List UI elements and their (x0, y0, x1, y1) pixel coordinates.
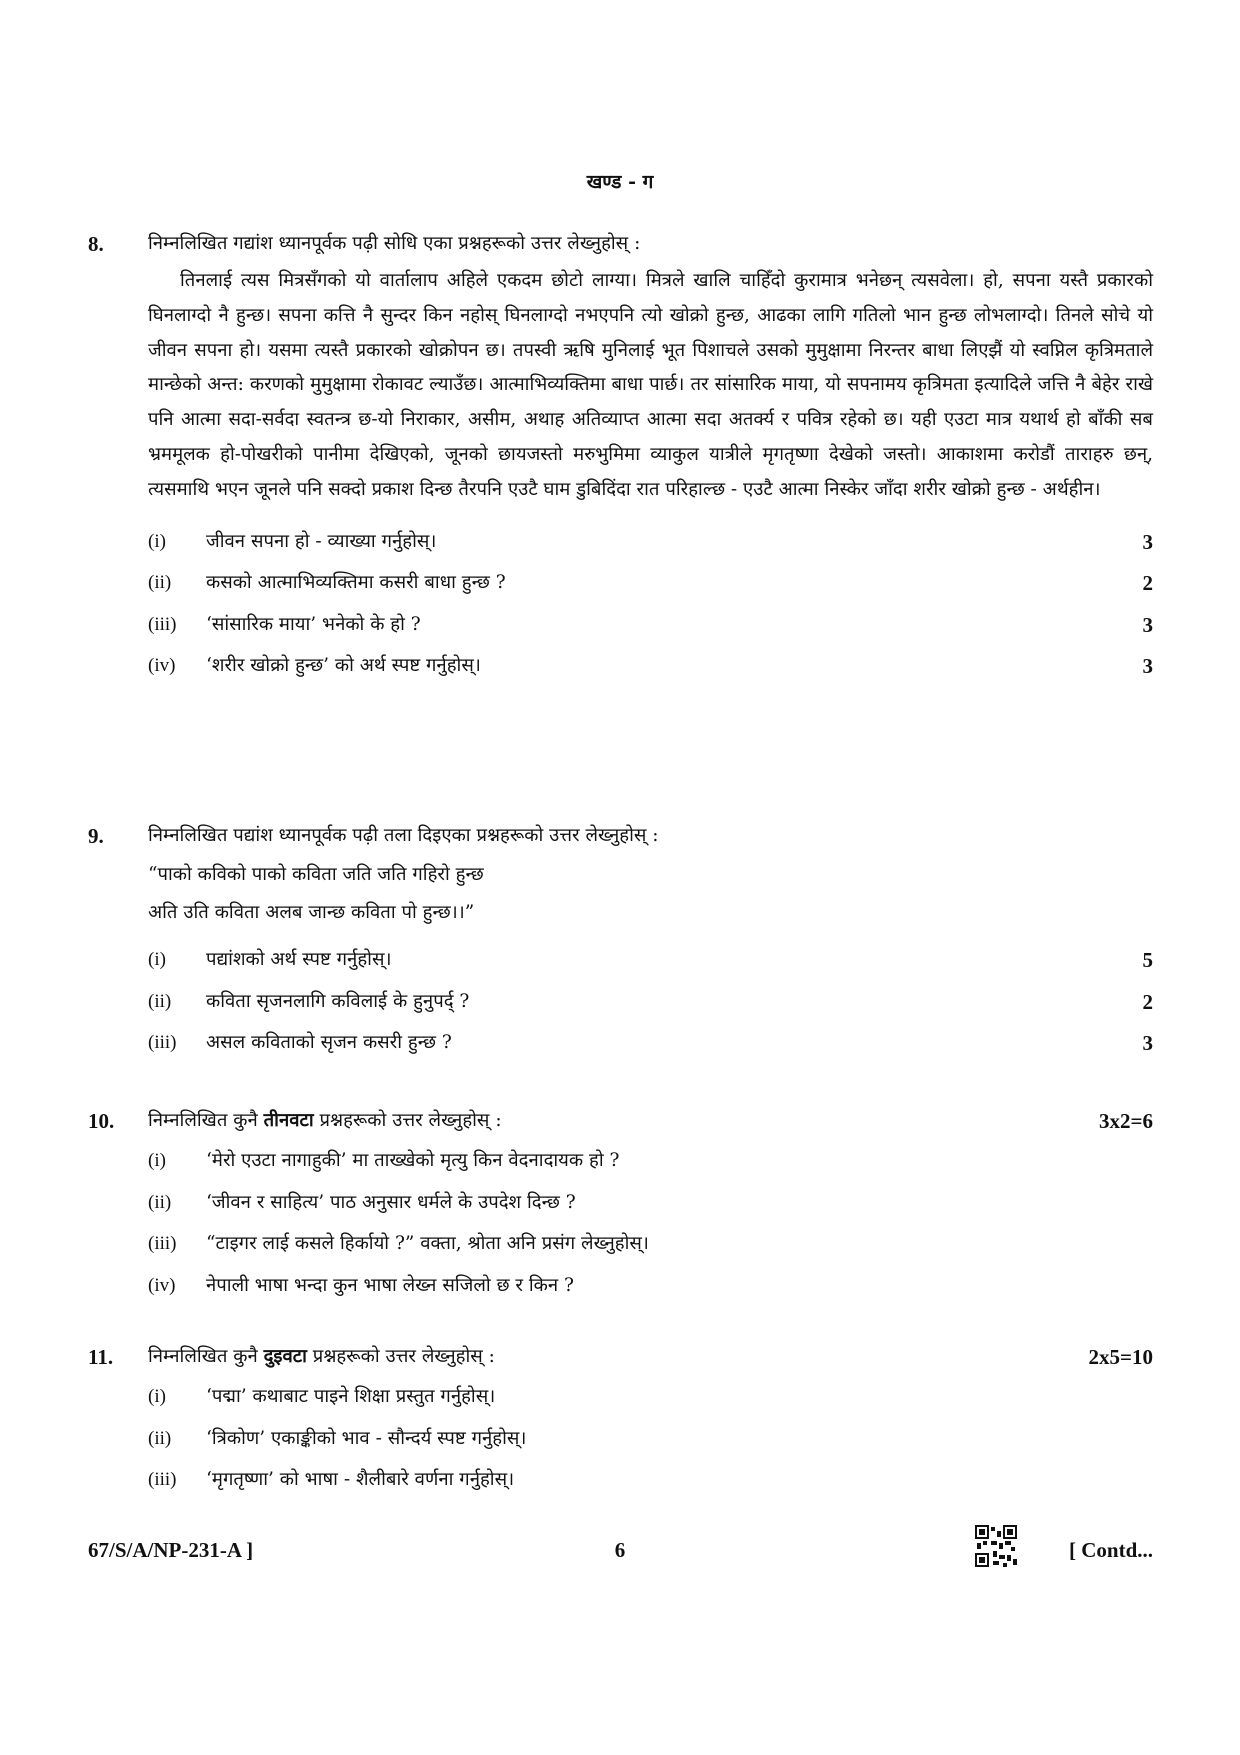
question-8-header (88, 226, 1153, 264)
sub-question-text: ‘मृगतृष्णा’ को भाषा - शैलीबारे वर्णना गर्नुहोस्। (206, 1469, 515, 1490)
instruction-text: प्रश्नहरूको उत्तर लेख्नुहोस् : (313, 1110, 502, 1131)
sub-question-number: (i) (148, 1386, 166, 1407)
question-11-header (88, 1339, 1153, 1377)
sub-question-text: असल कविताको सृजन कसरी हुन्छ ? (206, 1032, 452, 1053)
sub-question (88, 1460, 1153, 1502)
question-number: 9. (88, 824, 104, 848)
question-instruction: निम्नलिखित पद्यांश ध्यानपूर्वक पढ़ी तला दिइएका प्रश्नहरूको उत्तर लेख्नुहोस् : (148, 825, 659, 846)
sub-question-number: (i) (148, 1150, 166, 1171)
question-marks: 3x2=6 (1099, 1109, 1153, 1133)
sub-question-text: ‘त्रिकोण’ एकाङ्कीको भाव - सौन्दर्य स्पष्ट गर्नुहोस्। (206, 1427, 527, 1449)
sub-question-marks: 3 (1142, 1031, 1153, 1055)
sub-question (88, 1419, 1153, 1461)
question-10-header (88, 1103, 1153, 1141)
sub-question-number: (ii) (148, 1191, 172, 1213)
sub-question-text: ‘शरीर खोक्रो हुन्छ’ को अर्थ स्पष्ट गर्नुहोस्। (206, 655, 481, 677)
question-instruction: निम्नलिखित गद्यांश ध्यानपूर्वक पढ़ी सोधि एका प्रश्नहरूको उत्तर लेख्नुहोस् : (148, 233, 641, 254)
sub-question-text: पद्यांशको अर्थ स्पष्ट गर्नुहोस्। (206, 949, 392, 970)
sub-question-text: ‘जीवन र साहित्य’ पाठ अनुसार धर्मले के उपदेश दिन्छ ? (206, 1191, 576, 1213)
sub-question-number: (iii) (148, 1233, 177, 1254)
verse-passage (148, 856, 1153, 932)
sub-question-number: (ii) (148, 1427, 172, 1449)
sub-question-text: कसको आत्माभिव्यक्तिमा कसरी बाधा हुन्छ ? (206, 572, 506, 594)
question-instruction (148, 1103, 502, 1139)
question-8 (88, 226, 1153, 688)
sub-question (88, 1224, 1153, 1266)
instruction-text: निम्नलिखित कुनै (148, 1346, 264, 1367)
continued-label: [ Contd... (1068, 1538, 1153, 1562)
passage-text: तिनलाई त्यस मित्रसँगको यो वार्तालाप अहिले एकदम छोटो लाग्या। मित्रले खालि चाहिँदो कुरामात्र भनेछन् त्यसवेला। हो, सपना यस्तै प्रकारको घिनलाग्दो नै हुन्छ। सपना कत्ति नै सुन्दर किन नहोस् घिनलाग्दो नभएपनि त्यो खोक्रो हुन्छ, आढका लागि गतिलो भान हुन्छ लोभलाग्दो। तिनले सोचे यो जीवन सपना हो। यसमा त्यस्तै प्रकारको खोक्रोपन छ। तपस्वी ऋषि मुनिलाई भूत पिशाचले उसको मुमुक्षामा निरन्तर बाधा लिएझैं यो स्वप्निल कृत्रिमताले मान्छेको अन्त: करणको मुमुक्षामा रोकावट ल्याउँछ। आत्माभिव्यक्तिमा बाधा पार्छ। तर सांसारिक माया, यो सपनामय कृत्रिमता इत्यादिले जत्ति नै बेहेर राखे पनि आत्मा सदा-सर्वदा स्वतन्त्र छ-यो निराकार, असीम, अथाह अतिव्याप्त आत्मा सदा अतर्क्य र पवित्र रहेको छ। यही एउटा मात्र यथार्थ हो बाँकी सब भ्रममूलक हो-पोखरीको पानीमा देखिएको, जूनको छायजस्तो मरुभुमिमा व्याकुल यात्रीले मृगतृष्णा देखेको जस्तो। आकाशमा करोडौं ताराहरु छन्, त्यसमाथि भएन जूनले पनि सक्दो प्रकाश दिन्छ तैरपनि एउटै घाम डुबिदिंदा रात परिहाल्छ - एउटै आत्मा निस्केर जाँदा शरीर खोक्रो हुन्छ - अर्थहीन। (148, 270, 1153, 500)
sub-question-number: (iv) (148, 655, 176, 677)
verse-line: अति उति कविता अलब जान्छ कविता पो हुन्छ।।” (148, 902, 475, 923)
sub-question-marks: 3 (1142, 529, 1153, 554)
sub-question-text: ‘पद्मा’ कथाबाट पाइने शिक्षा प्रस्तुत गर्नुहोस्। (206, 1386, 496, 1407)
sub-question (88, 646, 1153, 688)
page-number: 6 (614, 1538, 626, 1562)
sub-question (88, 1266, 1153, 1308)
sub-question-number: (iv) (148, 1274, 176, 1296)
sub-question-text: नेपाली भाषा भन्दा कुन भाषा लेख्न सजिलो छ र किन ? (206, 1274, 574, 1296)
question-number: 8. (88, 232, 104, 256)
sub-question-text: “टाइगर लाई कसले हिर्कायो ?” वक्ता, श्रोता अनि प्रसंग लेख्नुहोस्। (206, 1233, 649, 1254)
sub-question-number: (iii) (148, 1469, 177, 1490)
sub-question-marks: 3 (1142, 612, 1153, 637)
question-10 (88, 1103, 1153, 1307)
sub-question-text: ‘सांसारिक माया’ भनेको के हो ? (206, 613, 421, 635)
prose-passage (148, 264, 1153, 508)
question-11 (88, 1339, 1153, 1502)
question-9 (88, 818, 1153, 1065)
sub-question (88, 605, 1153, 647)
sub-question-marks: 3 (1142, 654, 1153, 679)
instruction-emphasis: तीनवटा (263, 1110, 314, 1131)
sub-question-number: (i) (148, 530, 166, 552)
sub-question (88, 982, 1153, 1024)
sub-question (88, 1023, 1153, 1065)
question-9-header (88, 818, 1153, 856)
sub-question (88, 1183, 1153, 1225)
paper-code: 67/S/A/NP-231-A ] (88, 1538, 254, 1562)
sub-question-number: (iii) (148, 1032, 177, 1053)
section-title: खण्ड - ग (586, 171, 654, 193)
sub-question-text: ‘मेरो एउटा नागाहुकी’ मा ताख्खेको मृत्यु किन वेदनादायक हो ? (206, 1150, 620, 1171)
question-marks: 2x5=10 (1088, 1345, 1153, 1369)
sub-question (88, 563, 1153, 605)
sub-question-marks: 5 (1142, 948, 1153, 972)
sub-question-text: कविता सृजनलागि कविलाई के हुनुपर्द् ? (206, 990, 470, 1012)
sub-question (88, 1141, 1153, 1183)
sub-question-marks: 2 (1142, 989, 1153, 1014)
instruction-text: प्रश्नहरूको उत्तर लेख्नुहोस् : (306, 1346, 495, 1367)
verse-line: “पाको कविको पाको कविता जति जति गहिरो हुन्छ (148, 864, 484, 885)
sub-question-number: (ii) (148, 990, 172, 1012)
sub-question (88, 522, 1153, 564)
sub-question (88, 940, 1153, 982)
sub-question-number: (iii) (148, 613, 177, 635)
sub-question (88, 1377, 1153, 1419)
instruction-text: निम्नलिखित कुनै (148, 1110, 264, 1131)
sub-question-text: जीवन सपना हो - व्याख्या गर्नुहोस्। (206, 530, 437, 552)
question-number: 11. (88, 1345, 114, 1369)
qr-code-icon (975, 1525, 1017, 1567)
instruction-emphasis: दुइवटा (263, 1346, 307, 1367)
question-instruction (148, 1339, 495, 1375)
sub-question-marks: 2 (1142, 571, 1153, 596)
question-number: 10. (88, 1109, 115, 1133)
sub-question-number: (i) (148, 949, 166, 970)
sub-question-number: (ii) (148, 572, 172, 594)
